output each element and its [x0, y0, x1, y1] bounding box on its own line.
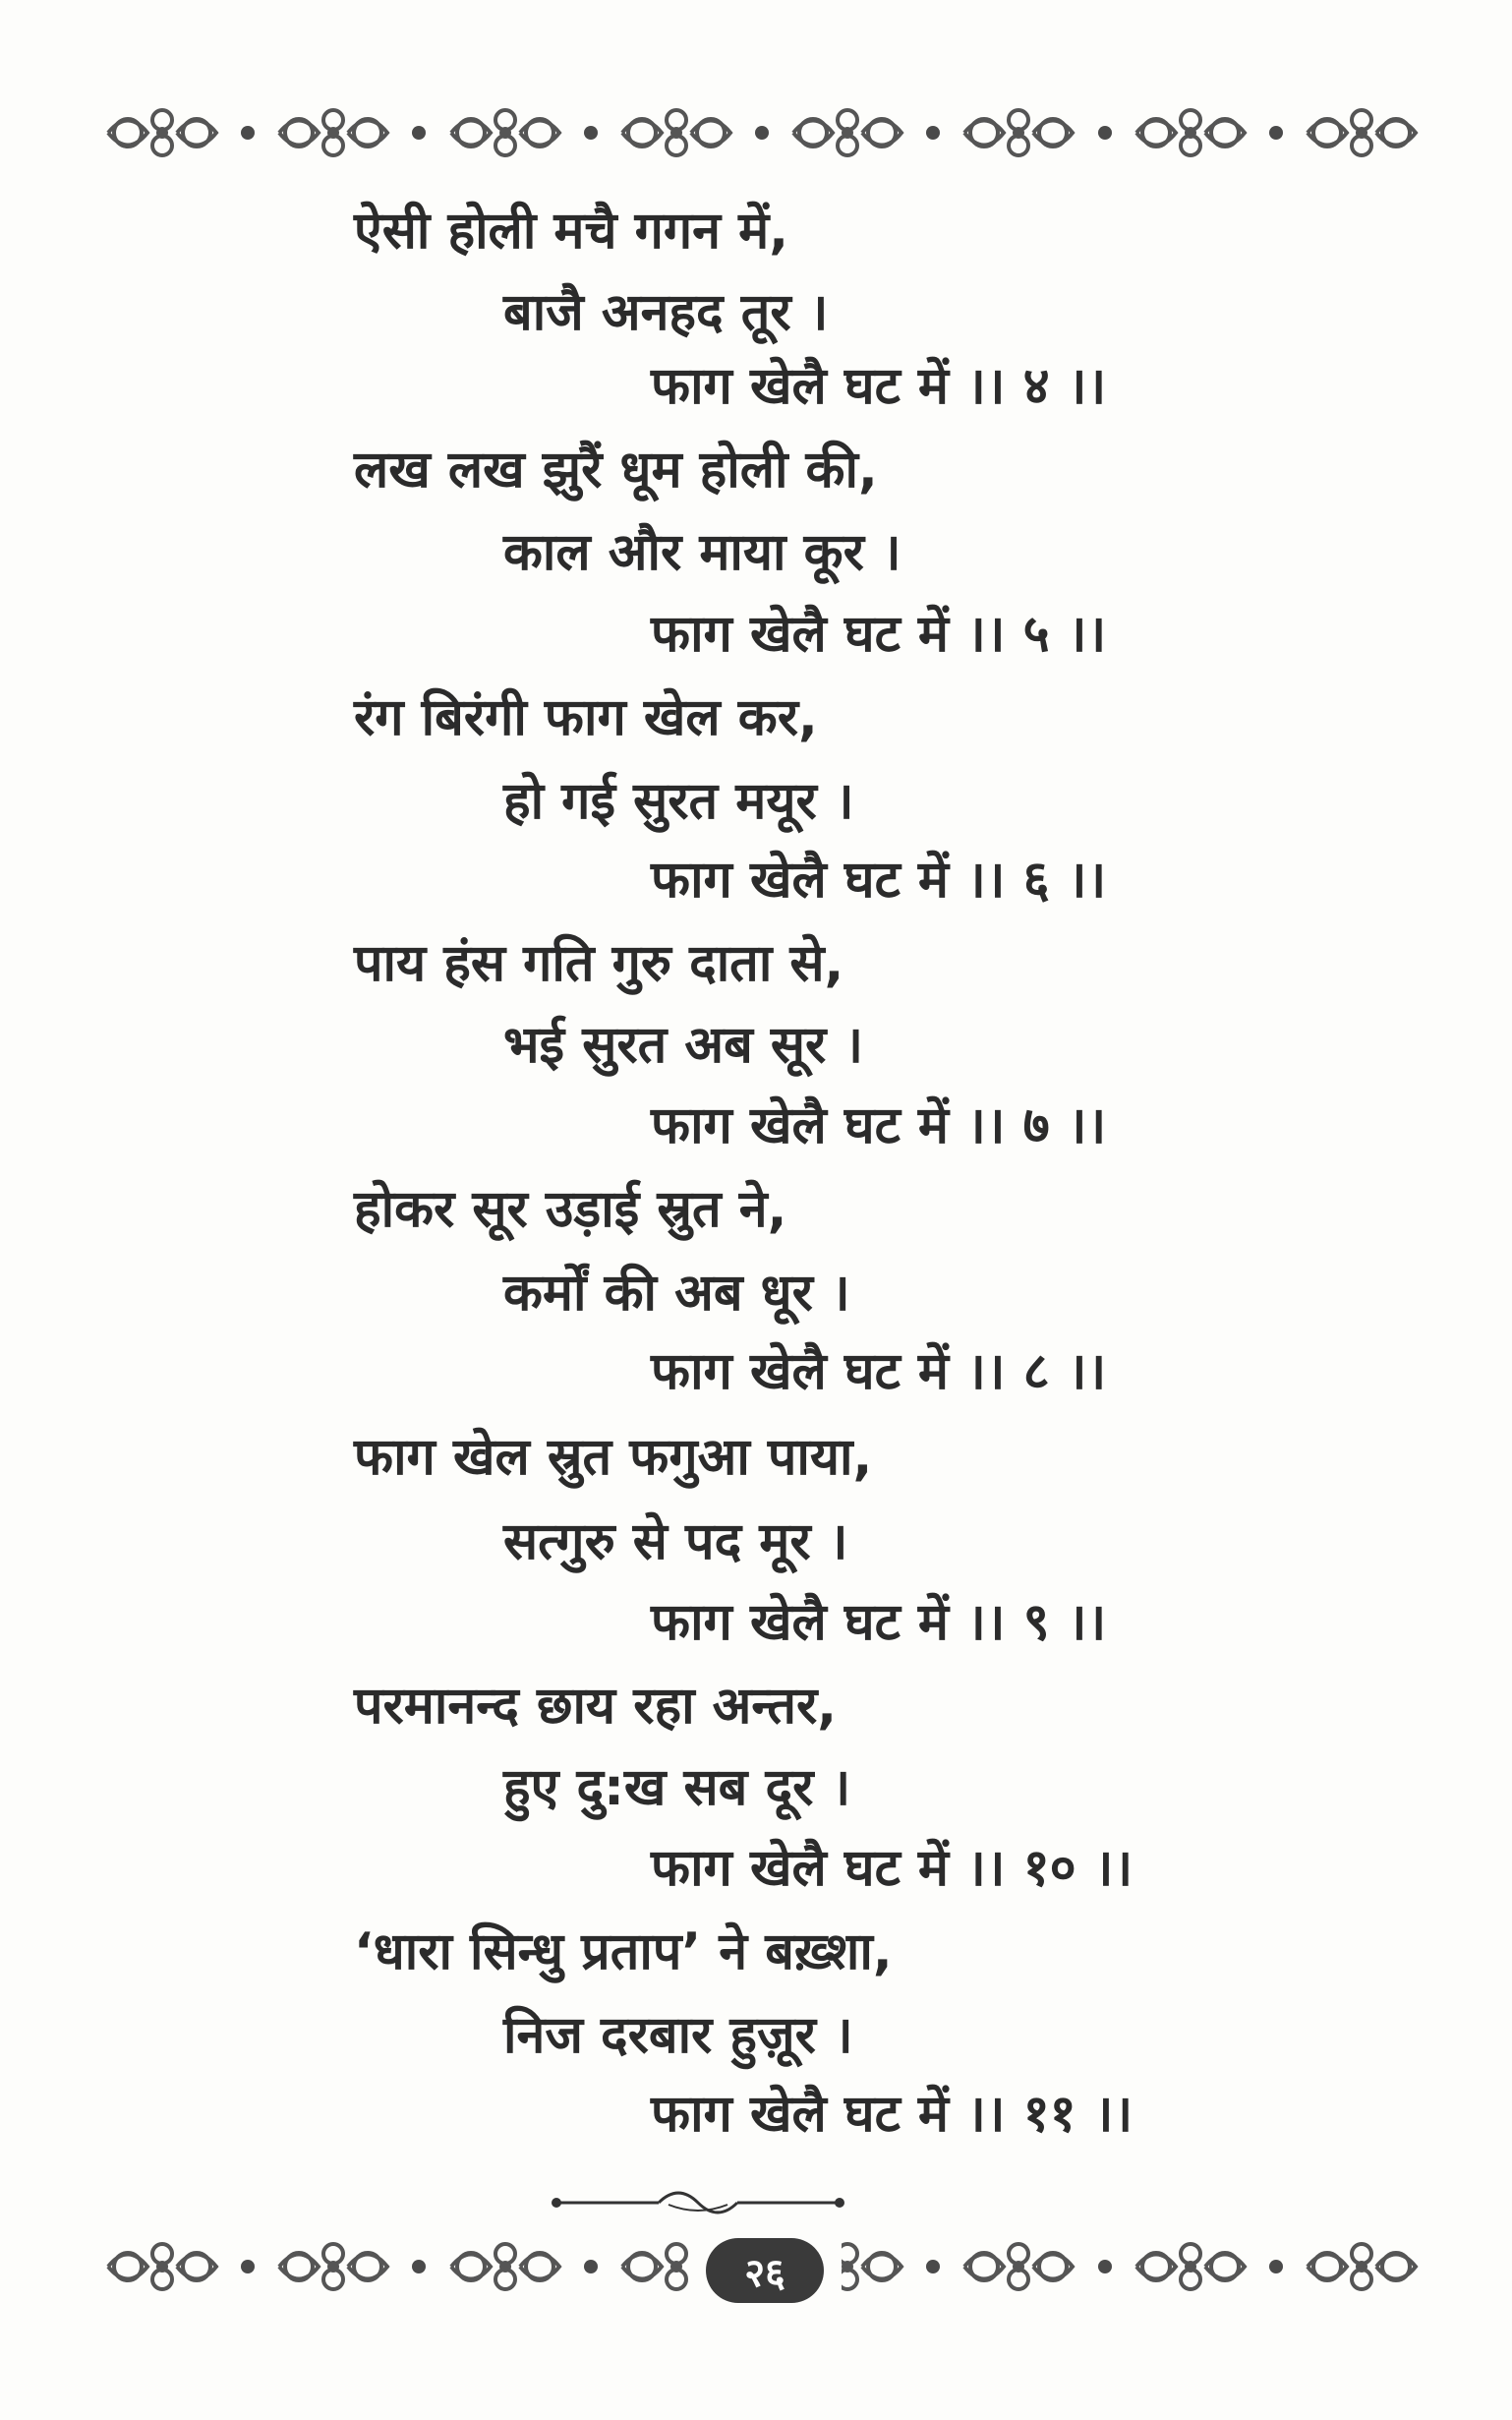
floral-ornament-icon — [1127, 2232, 1254, 2301]
verse-line-1: परमानन्द छाय रहा अन्तर, — [354, 1677, 838, 1736]
verse-line-1: पाय हंस गति गुरु दाता से, — [354, 934, 844, 993]
verse-line-2: हो गई सुरत मयूर । — [503, 772, 854, 831]
page-number: २६ — [706, 2238, 824, 2303]
floral-ornament-icon — [955, 2232, 1082, 2301]
verse-line-1: होकर सूर उड़ाई स्रुत ने, — [354, 1180, 787, 1239]
verse-line-2: भई सुरत अब सूर । — [503, 1016, 864, 1075]
verse-line-2: हुए दु:ख सब दूर । — [503, 1758, 851, 1817]
verse-line-2: कर्मों की अब धूर । — [503, 1264, 850, 1323]
verse-refrain: फाग खेलै घट में ।। ८ ।। — [651, 1342, 1107, 1401]
border-dot — [584, 2260, 598, 2273]
border-dot — [1269, 2260, 1283, 2273]
floral-ornament-icon — [1298, 2232, 1425, 2301]
verse-line-2: काल और माया कूर । — [503, 523, 901, 582]
verse-refrain: फाग खेलै घट में ।। ४ ।। — [651, 357, 1107, 416]
verse-line-1: ‘धारा सिन्धु प्रताप’ ने बख़्शा, — [354, 1922, 893, 1981]
verse-refrain: फाग खेलै घट में ।। ९ ।। — [651, 1593, 1107, 1652]
verse-line-2: निज दरबार हुज़ूर । — [503, 2006, 853, 2065]
verse-refrain: फाग खेलै घट में ।। ६ ।। — [651, 851, 1107, 910]
floral-ornament-icon — [98, 2232, 226, 2301]
border-dot — [926, 2260, 940, 2273]
verse-line-1: ऐसी होली मचै गगन में, — [354, 202, 788, 261]
floral-ornament-icon — [269, 2232, 397, 2301]
verse-line-2: बाजै अनहद तूर । — [503, 283, 829, 342]
verse-line-2: सत्गुरु से पद मूर । — [503, 1512, 848, 1571]
verse-line-1: रंग बिरंगी फाग खेल कर, — [354, 688, 818, 747]
verse-refrain: फाग खेलै घट में ।। ७ ।। — [651, 1096, 1107, 1155]
verse-refrain: फाग खेलै घट में ।। १० ।। — [651, 1839, 1134, 1898]
border-dot — [412, 2260, 426, 2273]
verse-line-1: लख लख झुरैं धूम होली की, — [354, 441, 878, 500]
verse-refrain: फाग खेलै घट में ।। ५ ।। — [651, 605, 1107, 664]
border-dot — [1098, 2260, 1112, 2273]
flourish-divider-icon — [551, 2183, 845, 2222]
border-dot — [241, 2260, 255, 2273]
floral-ornament-icon — [441, 2232, 569, 2301]
verse-refrain: फाग खेलै घट में ।। ११ ।। — [651, 2085, 1134, 2144]
verse-line-1: फाग खेल स्रुत फगुआ पाया, — [354, 1428, 873, 1487]
